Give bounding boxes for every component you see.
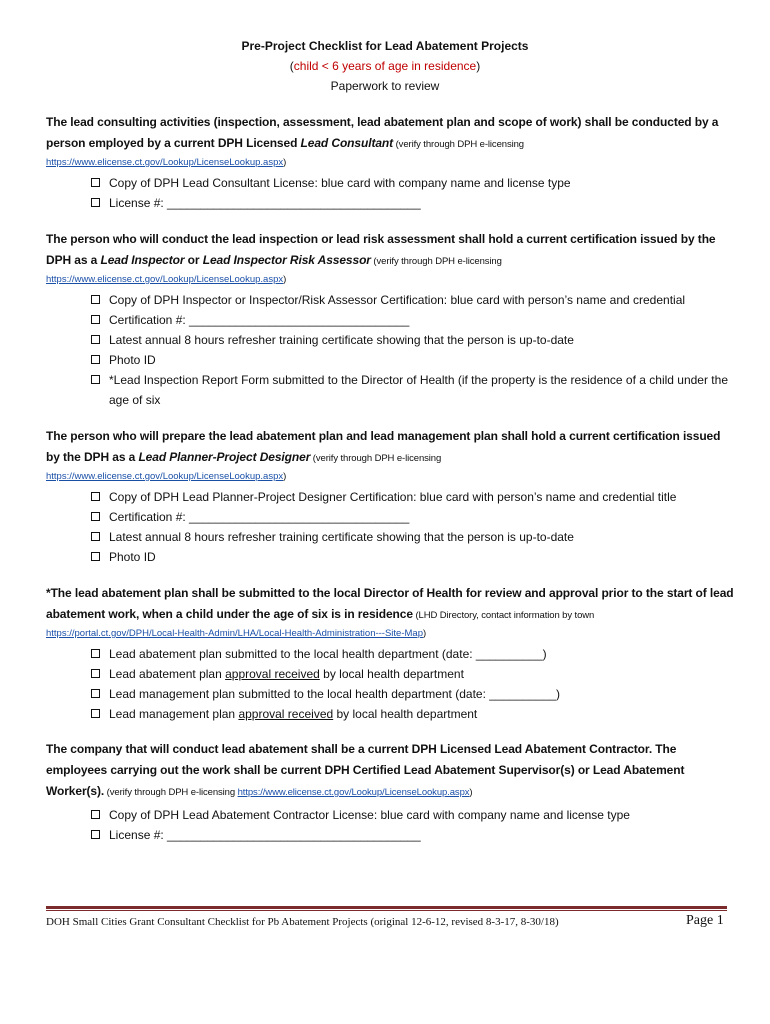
footer-divider-thin bbox=[46, 910, 727, 911]
para-text: The lead consulting activities (inspection, assessment, lead abatement plan and scope of work) shall be conducted by a person employed by a current DPH Licensed bbox=[46, 115, 719, 150]
checkbox[interactable] bbox=[91, 492, 100, 501]
section-paragraph bbox=[46, 229, 736, 272]
para-emphasis: Lead Consultant bbox=[300, 136, 394, 150]
checkbox[interactable] bbox=[91, 532, 100, 541]
checkbox[interactable] bbox=[91, 552, 100, 561]
checkbox[interactable] bbox=[91, 649, 100, 658]
checklist-item-label: Lead management plan submitted to the local health department (date: __________) bbox=[109, 687, 560, 701]
url-close: ) bbox=[422, 628, 427, 639]
checklist-item bbox=[91, 547, 736, 567]
para-emphasis: Lead Inspector bbox=[100, 253, 185, 267]
para-text: The person who will prepare the lead abatement plan and lead management plan shall hold a current certification issued by the DPH as a bbox=[46, 429, 721, 464]
section-paragraph bbox=[46, 426, 736, 469]
url-close: ) bbox=[283, 274, 287, 285]
checklist-item-label: Copy of DPH Lead Consultant License: blue card with company name and license type bbox=[109, 176, 571, 190]
url-line bbox=[46, 155, 736, 171]
para-emphasis: Lead Planner-Project Designer bbox=[138, 450, 311, 464]
checkbox[interactable] bbox=[91, 355, 100, 364]
section-abatement-plan bbox=[46, 583, 736, 724]
url-line bbox=[46, 626, 736, 642]
para-note: (verify through DPH e-licensing bbox=[310, 453, 442, 464]
checklist-item-label: Latest annual 8 hours refresher training certificate showing that the person is up-to-date bbox=[109, 333, 574, 347]
checklist-item bbox=[91, 370, 736, 410]
license-lookup-link[interactable]: https://www.elicense.ct.gov/Lookup/LicenseLookup.aspx bbox=[46, 157, 284, 168]
section-lead-inspector bbox=[46, 229, 736, 410]
checklist-item-label: Photo ID bbox=[109, 353, 156, 367]
checklist-item bbox=[91, 487, 736, 507]
section-lead-planner bbox=[46, 426, 736, 567]
section-lead-consultant bbox=[46, 112, 736, 213]
document-subheading: Paperwork to review bbox=[330, 79, 440, 93]
para-note: (LHD Directory, contact information by town bbox=[412, 610, 595, 621]
subtitle-red-text: child < 6 years of age in residence bbox=[293, 59, 477, 73]
checklist-item-label: License #: ______________________________________ bbox=[109, 828, 421, 842]
checklist bbox=[91, 644, 736, 724]
checkbox[interactable] bbox=[91, 689, 100, 698]
checklist-item bbox=[91, 507, 736, 527]
lhd-directory-link[interactable]: https://portal.ct.gov/DPH/Local-Health-Admin/LHA/Local-Health-Administration---Site-Map bbox=[46, 628, 423, 639]
checklist-item bbox=[91, 350, 736, 370]
license-lookup-link[interactable]: https://www.elicense.ct.gov/Lookup/LicenseLookup.aspx bbox=[46, 471, 284, 482]
footer-text: DOH Small Cities Grant Consultant Checklist for Pb Abatement Projects (original 12-6-12, revised 8-3-17, 8-30/18) bbox=[46, 916, 559, 928]
checklist-item bbox=[91, 330, 736, 350]
document-subtitle bbox=[0, 56, 770, 76]
license-lookup-link[interactable]: https://www.elicense.ct.gov/Lookup/LicenseLookup.aspx bbox=[46, 274, 284, 285]
checkbox[interactable] bbox=[91, 295, 100, 304]
section-paragraph bbox=[46, 739, 736, 803]
url-close: ) bbox=[469, 787, 473, 798]
para-note: (verify through DPH e-licensing bbox=[370, 256, 502, 267]
subtitle-close-paren: ) bbox=[476, 59, 481, 73]
checkbox[interactable] bbox=[91, 669, 100, 678]
para-note: (verify through DPH e-licensing bbox=[104, 787, 238, 798]
checklist bbox=[91, 487, 736, 567]
checkbox[interactable] bbox=[91, 709, 100, 718]
section-paragraph bbox=[46, 112, 736, 155]
footer-divider bbox=[46, 906, 727, 909]
para-emphasis-2: Lead Inspector Risk Assessor bbox=[202, 253, 371, 267]
url-line bbox=[46, 469, 736, 485]
url-close: ) bbox=[283, 471, 287, 482]
checklist bbox=[91, 173, 736, 213]
para-text: The person who will conduct the lead inspection or lead risk assessment shall hold a current certification issued by the DPH as a bbox=[46, 232, 716, 267]
url-line bbox=[46, 272, 736, 288]
checklist-item bbox=[91, 644, 736, 664]
url-close: ) bbox=[283, 157, 287, 168]
checklist-item-label: Copy of DPH Lead Abatement Contractor License: blue card with company name and license type bbox=[109, 808, 630, 822]
checklist-item bbox=[91, 704, 736, 724]
checklist-item-label: Lead abatement plan approval received by local health department bbox=[109, 667, 464, 681]
document-title: Pre-Project Checklist for Lead Abatement Projects bbox=[241, 39, 529, 53]
checklist-item-label: Lead management plan approval received by local health department bbox=[109, 707, 478, 721]
para-text-mid: or bbox=[184, 253, 203, 267]
checkbox[interactable] bbox=[91, 315, 100, 324]
para-note: (verify through DPH e-licensing bbox=[393, 139, 524, 150]
checkbox[interactable] bbox=[91, 830, 100, 839]
checklist-item-label: Copy of DPH Inspector or Inspector/Risk Assessor Certification: blue card with person’s name and credential bbox=[109, 293, 686, 307]
checklist-item bbox=[91, 310, 736, 330]
checkbox[interactable] bbox=[91, 335, 100, 344]
checklist-item-label: *Lead Inspection Report Form submitted to the Director of Health (if the property is the residence of a child under the age of six bbox=[109, 373, 728, 407]
checklist-item-label: Copy of DPH Lead Planner-Project Designer Certification: blue card with person’s name and credential title bbox=[109, 490, 677, 504]
checklist-item bbox=[91, 664, 736, 684]
checklist bbox=[91, 805, 736, 845]
checklist-item bbox=[91, 825, 736, 845]
checklist-item-label: Certification #: _________________________________ bbox=[109, 313, 410, 327]
checklist-item-label: Photo ID bbox=[109, 550, 156, 564]
checklist-item bbox=[91, 684, 736, 704]
checklist-item-label: License #: ______________________________________ bbox=[109, 196, 421, 210]
checklist-item bbox=[91, 290, 736, 310]
checkbox[interactable] bbox=[91, 198, 100, 207]
checklist-item bbox=[91, 173, 736, 193]
page-number: Page 1 bbox=[686, 913, 724, 928]
checklist-item-label: Latest annual 8 hours refresher training certificate showing that the person is up-to-date bbox=[109, 530, 574, 544]
para-text: The company that will conduct lead abatement shall be a current DPH Licensed Lead Abatement Contractor. The employees carrying out the work shall be current DPH Certified Lead Abatement Supervisor(s) or Lead Abatement Worker(s). bbox=[46, 742, 685, 798]
checklist-item bbox=[91, 805, 736, 825]
section-abatement-contractor bbox=[46, 739, 736, 845]
subtitle-open-paren: ( bbox=[289, 59, 294, 73]
checklist-item-label: Lead abatement plan submitted to the local health department (date: __________) bbox=[109, 647, 547, 661]
checkbox[interactable] bbox=[91, 810, 100, 819]
checkbox[interactable] bbox=[91, 178, 100, 187]
checklist-item-label: Certification #: _________________________________ bbox=[109, 510, 410, 524]
section-paragraph bbox=[46, 583, 736, 626]
checkbox[interactable] bbox=[91, 375, 100, 384]
para-text: *The lead abatement plan shall be submitted to the local Director of Health for review and approval prior to the start of lead abatement work, when a child under the age of six is in residence bbox=[46, 586, 734, 621]
document-header bbox=[0, 36, 770, 96]
checklist-item bbox=[91, 193, 736, 213]
checkbox[interactable] bbox=[91, 512, 100, 521]
checklist-item bbox=[91, 527, 736, 547]
license-lookup-link[interactable]: https://www.elicense.ct.gov/Lookup/LicenseLookup.aspx bbox=[237, 787, 470, 798]
checklist bbox=[91, 290, 736, 410]
